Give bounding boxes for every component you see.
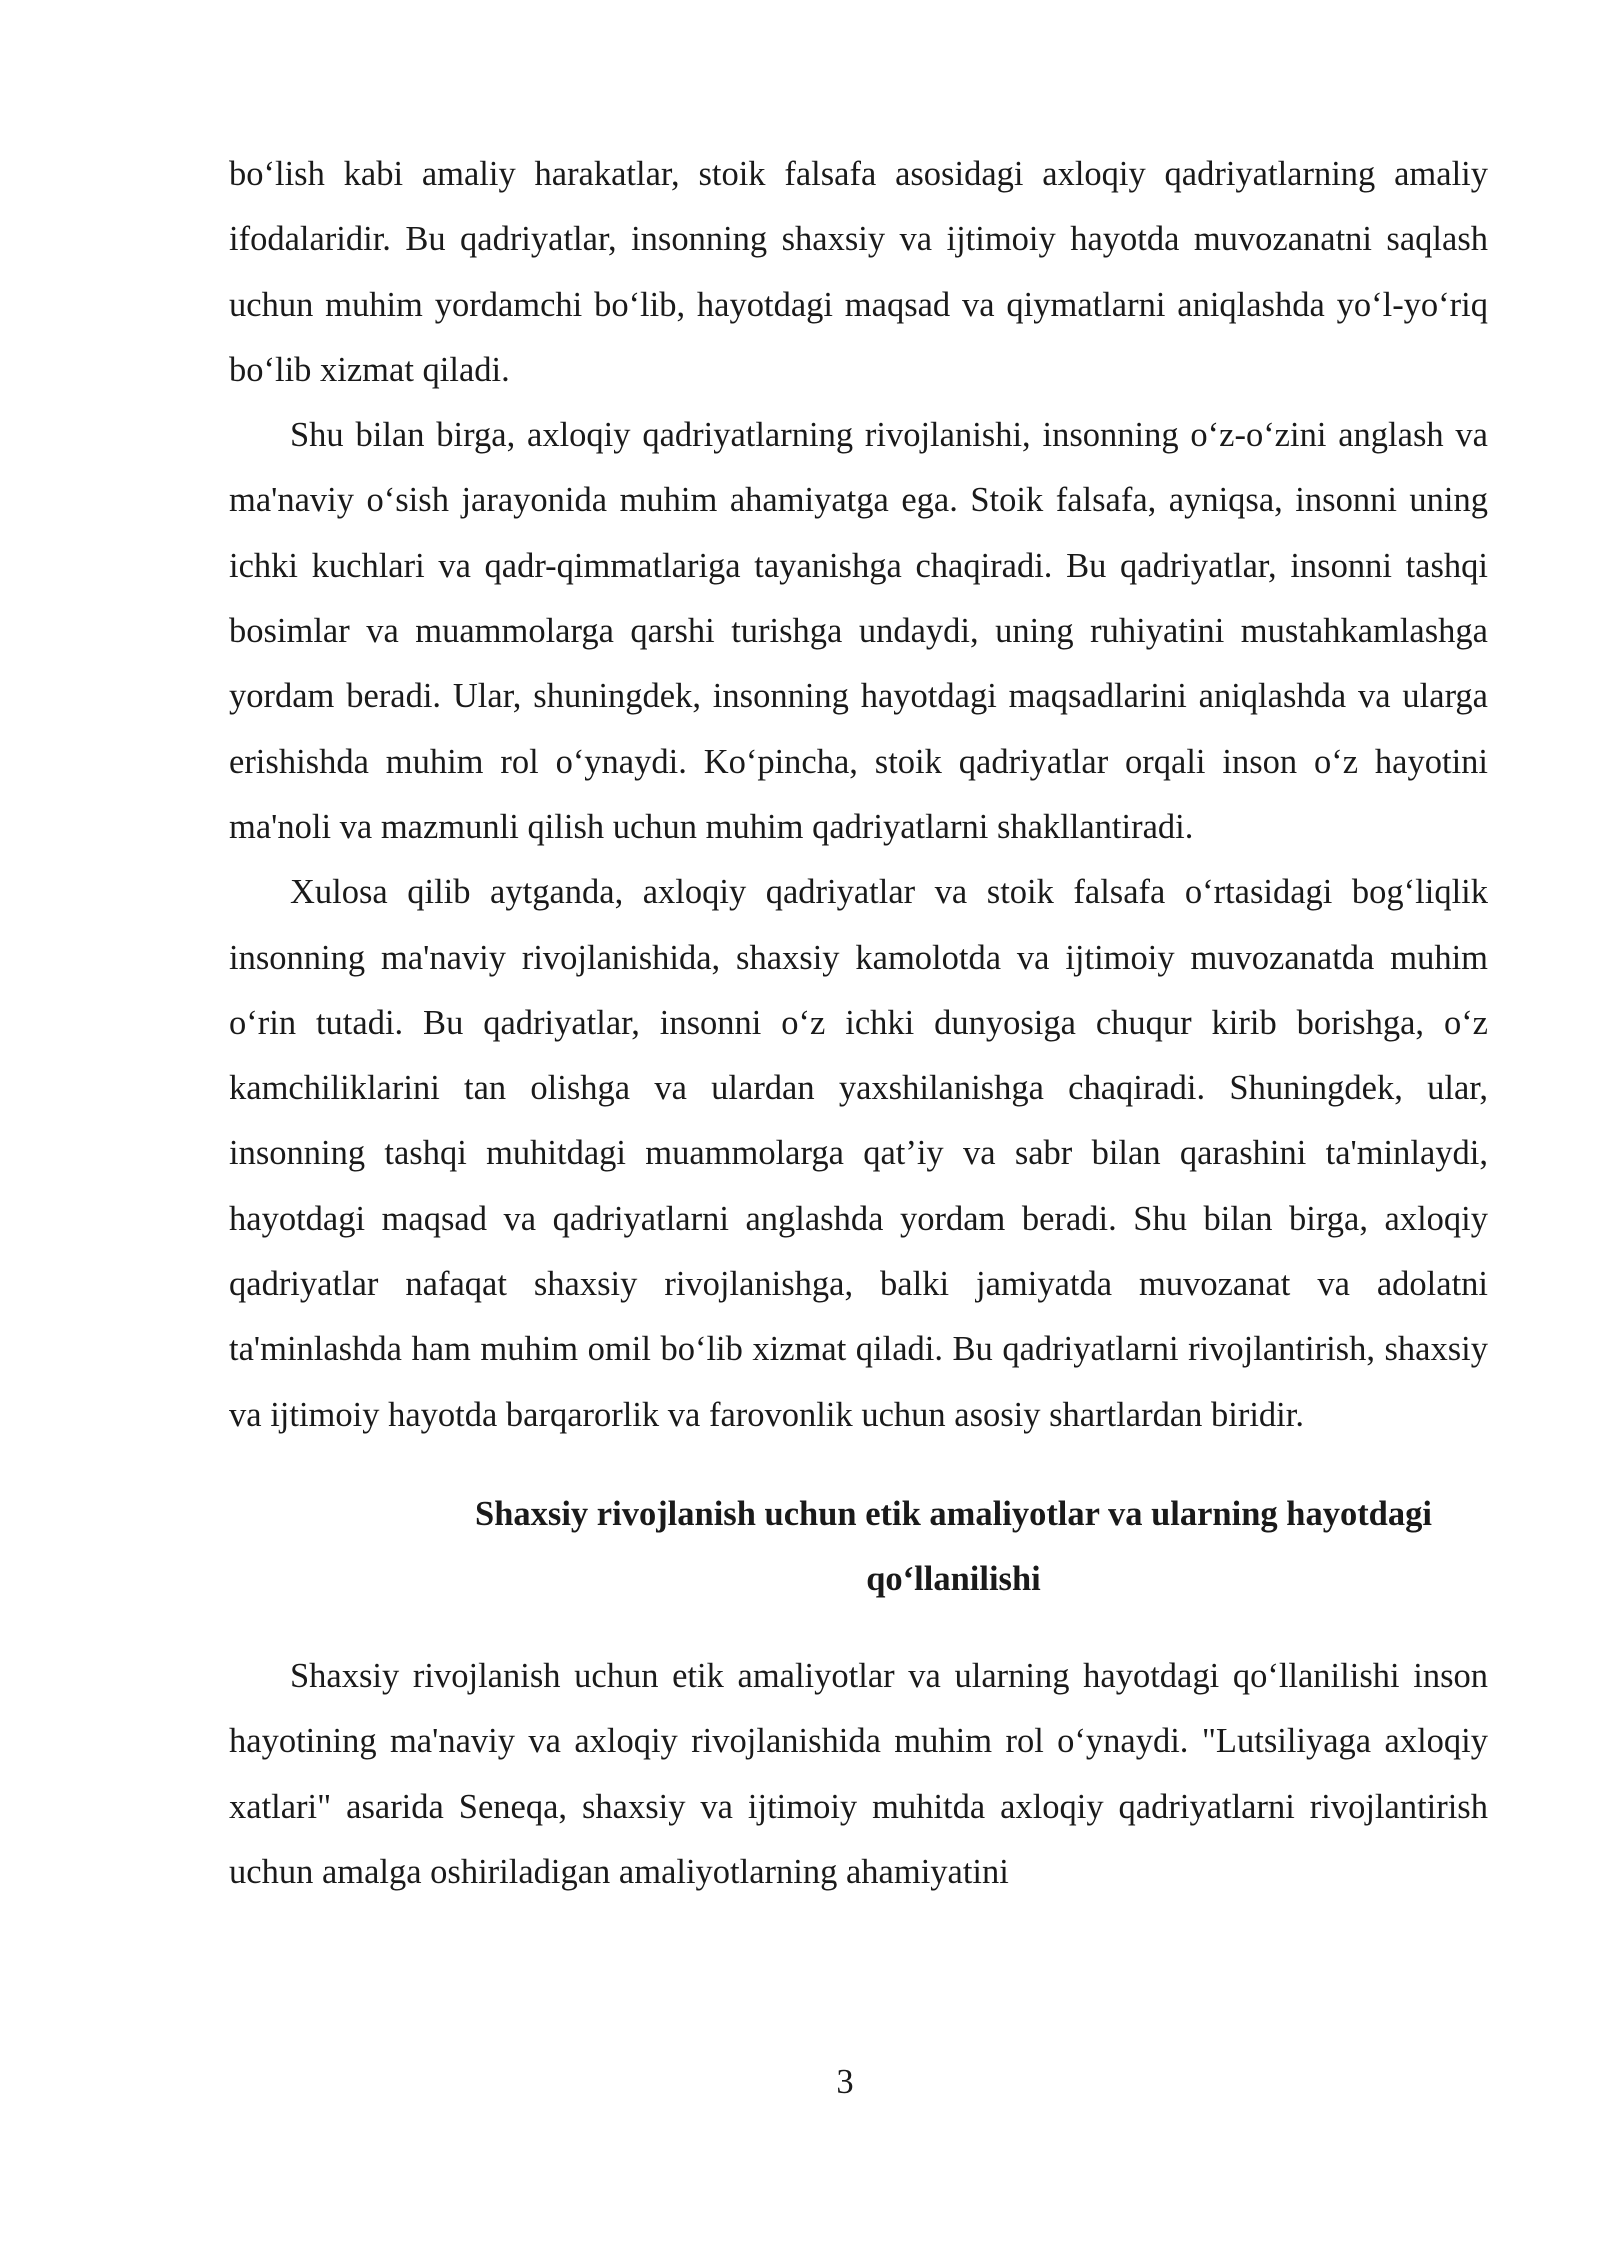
paragraph-stoic-values: Shu bilan birga, axloqiy qadriyatlarning rivojlanishi, insonning o‘z-o‘zini anglash va ma'naviy o‘sish jarayonida muhim ahamiyatga ega. Stoik falsafa, ayniqsa, insonni uning ichki kuchlari va qadr-qimmatlariga tayanishga chaqiradi. Bu qadriyatlar, insonni tashqi bosimlar va muammolarga qarshi turishga undaydi, uning ruhiyatini mustahkamlashga yordam beradi. Ular, shuningdek, insonning hayotdagi maqsadlarini aniqlashda va ularga erishishda muhim rol o‘ynaydi. Ko‘pincha, stoik qadriyatlar orqali inson o‘z hayotini ma'noli va mazmunli qilish uchun muhim qadriyatlarni shakllantiradi.	[229, 416, 1488, 846]
spacer	[229, 1612, 1488, 1644]
section-heading-line-1: Shaxsiy rivojlanish uchun etik amaliyotlar va ularning hayotdagi	[475, 1494, 1432, 1533]
paragraph-continuation: bo‘lish kabi amaliy harakatlar, stoik falsafa asosidagi axloqiy qadriyatlarning amaliy ifodalaridir. Bu qadriyatlar, insonning shaxsiy va ijtimoiy hayotda muvozanatni saqlash uchun muhim yordamchi bo‘lib, hayotdagi maqsad va qiymatlarni aniqlashda yo‘l-yo‘riq bo‘lib xizmat qiladi.	[229, 155, 1488, 389]
paragraph-conclusion: Xulosa qilib aytganda, axloqiy qadriyatlar va stoik falsafa o‘rtasidagi bog‘liqlik insonning ma'naviy rivojlanishida, shaxsiy kamolotda va ijtimoiy muvozanatda muhim o‘rin tutadi. Bu qadriyatlar, insonni o‘z ichki dunyosiga chuqur kirib borishga, o‘z kamchiliklarini tan olishga va ulardan yaxshilanishga chaqiradi. Shuningdek, ular, insonning tashqi muhitdagi muammolarga qat’iy va sabr bilan qarashini ta'minlaydi, hayotdagi maqsad va qadriyatlarni anglashda yordam beradi. Shu bilan birga, axloqiy qadriyatlar nafaqat shaxsiy rivojlanishga, balki jamiyatda muvozanat va adolatni ta'minlashda ham muhim omil bo‘lib xizmat qiladi. Bu qadriyatlarni rivojlantirish, shaxsiy va ijtimoiy hayotda barqarorlik va farovonlik uchun asosiy shartlardan biridir.	[229, 873, 1488, 1434]
page-body	[229, 142, 1488, 1905]
page-number: 3	[836, 2063, 854, 2101]
paragraph-ethical-practices: Shaxsiy rivojlanish uchun etik amaliyotlar va ularning hayotdagi qo‘llanilishi inson hayotining ma'naviy va axloqiy rivojlanishida muhim rol o‘ynaydi. "Lutsiliyaga axloqiy xatlari" asarida Seneqa, shaxsiy va ijtimoiy muhitda axloqiy qadriyatlarni rivojlantirish uchun amalga oshiriladigan amaliyotlarning ahamiyatini	[229, 1656, 1488, 1891]
section-heading	[229, 1482, 1488, 1612]
section-heading-line-2: qo‘llanilishi	[866, 1559, 1041, 1598]
spacer	[229, 1448, 1488, 1482]
